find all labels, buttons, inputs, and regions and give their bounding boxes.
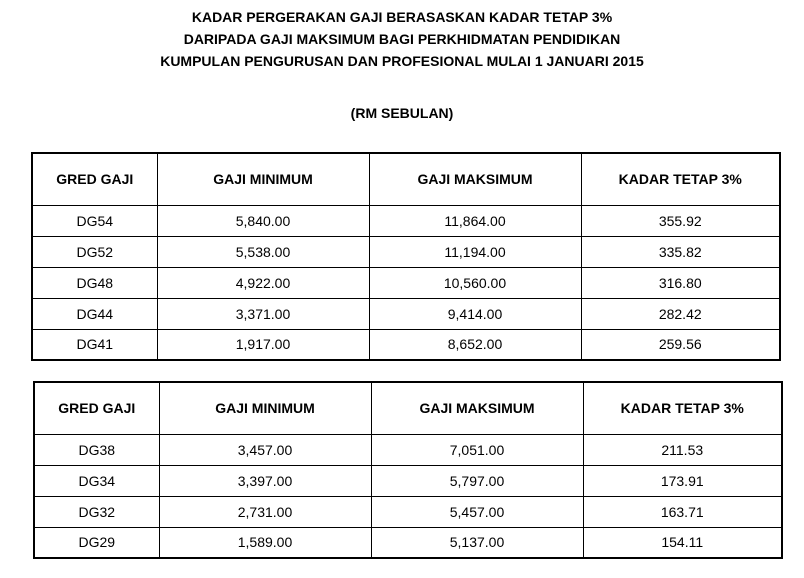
table-row (32, 298, 780, 329)
title-line-2: DARIPADA GAJI MAKSIMUM BAGI PERKHIDMATAN PENDIDIKAN (183, 31, 621, 47)
header-gred-gaji: GRED GAJI (32, 153, 157, 205)
cell-gred: DG54 (32, 205, 157, 236)
header-gred-gaji: GRED GAJI (34, 382, 159, 434)
cell-minimum: 3,457.00 (159, 434, 371, 465)
cell-gred: DG48 (32, 267, 157, 298)
cell-gred: DG52 (32, 236, 157, 267)
unit-label: (RM SEBULAN) (350, 105, 454, 121)
cell-gred: DG38 (34, 434, 159, 465)
cell-minimum: 5,840.00 (157, 205, 369, 236)
cell-kadar: 335.82 (581, 236, 780, 267)
header-kadar-tetap: KADAR TETAP 3% (581, 153, 780, 205)
cell-maksimum: 5,137.00 (371, 527, 583, 558)
header-kadar-tetap: KADAR TETAP 3% (583, 382, 782, 434)
table-row (34, 496, 782, 527)
cell-minimum: 2,731.00 (159, 496, 371, 527)
cell-minimum: 1,917.00 (157, 329, 369, 360)
title-line-1: KADAR PERGERAKAN GAJI BERASASKAN KADAR TETAP 3% (191, 9, 613, 25)
cell-minimum: 3,397.00 (159, 465, 371, 496)
header-gaji-maksimum: GAJI MAKSIMUM (371, 382, 583, 434)
header-gaji-minimum: GAJI MINIMUM (157, 153, 369, 205)
cell-minimum: 4,922.00 (157, 267, 369, 298)
cell-gred: DG32 (34, 496, 159, 527)
cell-gred: DG41 (32, 329, 157, 360)
cell-kadar: 211.53 (583, 434, 782, 465)
cell-gred: DG34 (34, 465, 159, 496)
cell-gred: DG29 (34, 527, 159, 558)
cell-gred: DG44 (32, 298, 157, 329)
cell-kadar: 259.56 (581, 329, 780, 360)
table-header-row (32, 153, 780, 205)
cell-maksimum: 7,051.00 (371, 434, 583, 465)
table-row (32, 267, 780, 298)
cell-minimum: 5,538.00 (157, 236, 369, 267)
cell-minimum: 1,589.00 (159, 527, 371, 558)
cell-maksimum: 8,652.00 (369, 329, 581, 360)
cell-kadar: 282.42 (581, 298, 780, 329)
cell-kadar: 355.92 (581, 205, 780, 236)
title-line-3: KUMPULAN PENGURUSAN DAN PROFESIONAL MULAI 1 JANUARI 2015 (160, 53, 644, 69)
cell-minimum: 3,371.00 (157, 298, 369, 329)
table-row (34, 434, 782, 465)
cell-kadar: 154.11 (583, 527, 782, 558)
table-row (34, 465, 782, 496)
cell-maksimum: 5,797.00 (371, 465, 583, 496)
cell-maksimum: 11,864.00 (369, 205, 581, 236)
header-gaji-minimum: GAJI MINIMUM (159, 382, 371, 434)
cell-kadar: 316.80 (581, 267, 780, 298)
salary-table-junior (33, 381, 783, 559)
table-row (34, 527, 782, 558)
salary-table-senior (31, 152, 781, 361)
table-row (32, 205, 780, 236)
table-row (32, 236, 780, 267)
header-gaji-maksimum: GAJI MAKSIMUM (369, 153, 581, 205)
cell-maksimum: 10,560.00 (369, 267, 581, 298)
cell-maksimum: 5,457.00 (371, 496, 583, 527)
cell-kadar: 163.71 (583, 496, 782, 527)
table-header-row (34, 382, 782, 434)
cell-kadar: 173.91 (583, 465, 782, 496)
cell-maksimum: 11,194.00 (369, 236, 581, 267)
table-row (32, 329, 780, 360)
cell-maksimum: 9,414.00 (369, 298, 581, 329)
